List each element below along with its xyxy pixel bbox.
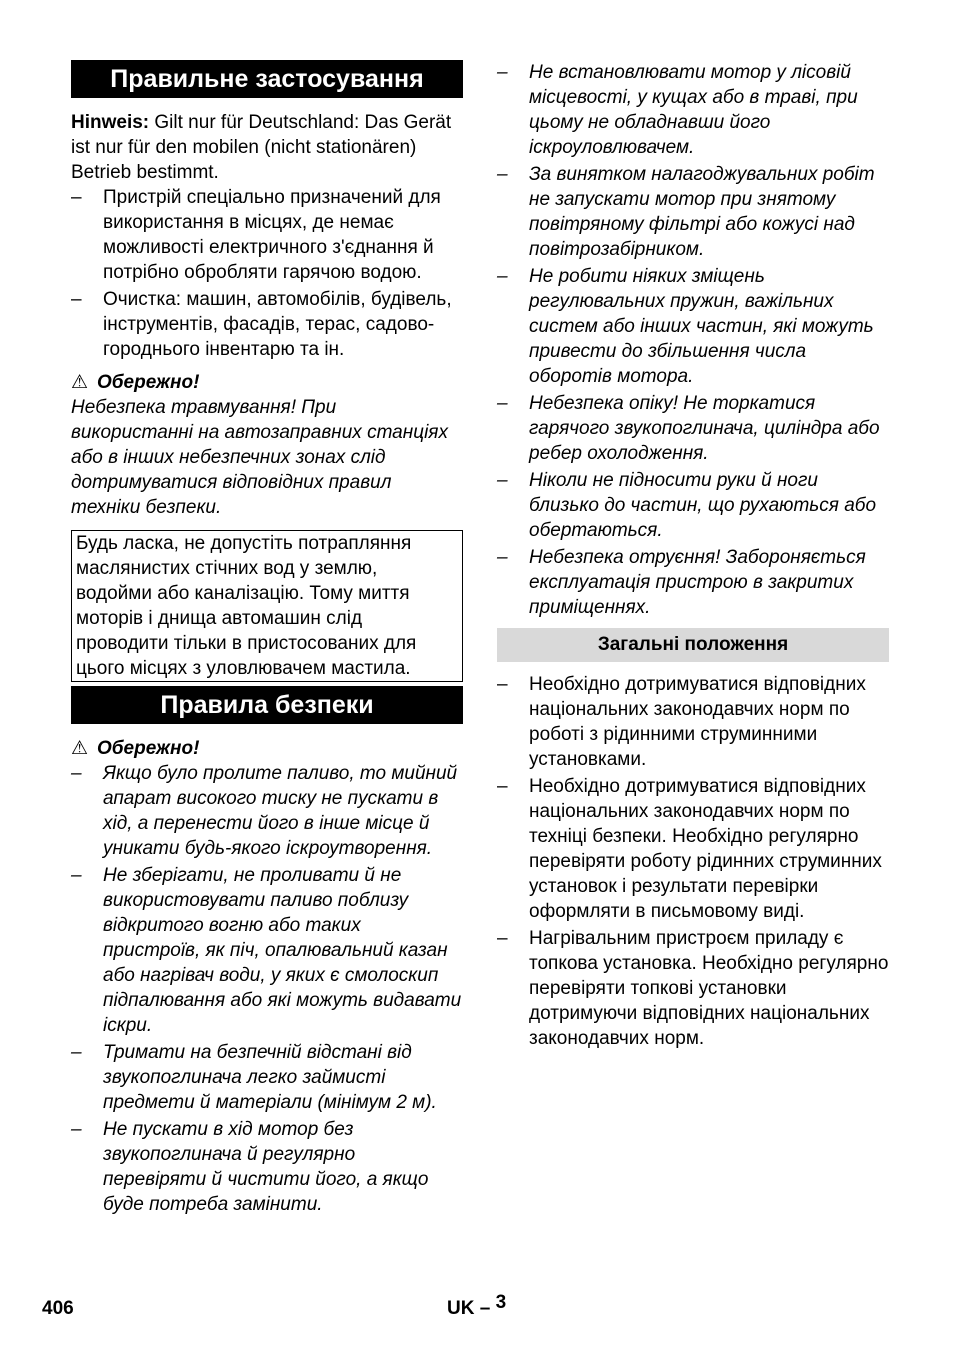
dash-bullet: –	[71, 187, 82, 208]
list-item: – Не робити ніяких зміщень регулювальних пружин, важільних систем або інших частин, які можуть привести до збільшення числа оборотів мотора.	[497, 266, 874, 387]
page-label	[447, 1292, 507, 1321]
label-separator: –	[479, 1298, 491, 1319]
sub-page-number: 3	[495, 1292, 507, 1313]
right-column	[497, 60, 889, 1053]
dash-bullet: –	[497, 674, 508, 695]
hinweis-label: Hinweis:	[71, 112, 150, 133]
dash-bullet: –	[71, 763, 82, 784]
dash-bullet: –	[497, 547, 508, 568]
language-code: UK	[447, 1298, 475, 1319]
list-item: – Небезпека отруєння! Забороняється експлуатація пристрою в закритих приміщеннях.	[497, 547, 866, 618]
dash-bullet: –	[497, 164, 508, 185]
list-item: – За винятком налагоджувальних робіт не запускати мотор при знятому повітряному фільтрі або кожусі над повітрозабірником.	[497, 164, 875, 260]
section-title-proper-use: Правильне застосування	[71, 60, 463, 98]
environment-notice-box: Будь ласка, не допустіть потрапляння маслянистих стічних вод у землю, водойми або каналізацію. Тому миття моторів і днища автомашин слід проводити тільки в пристосованих для цього місцях з уловлювачем мастила.	[71, 530, 463, 682]
list-item: – Необхідно дотримуватися відповідних національних законодавчих норм по техніці безпеки. Необхідно регулярно перевіряти роботу рідинних струминних установок і результати перевірки оформляти в письмовому виді.	[497, 776, 882, 922]
section-title-general-provisions: Загальні положення	[497, 628, 889, 662]
proper-use-list	[71, 185, 463, 362]
dash-bullet: –	[497, 393, 508, 414]
list-item: – Пристрій спеціально призначений для використання в місцях, де немає можливості електричного з'єднання й потрібно обробляти гарячою водою.	[71, 187, 441, 283]
list-item: – Якщо було пролите паливо, то мийний апарат високого тиску не пускати в хід, а перенести його в інше місце й уникати будь-якого іскроутворення.	[71, 763, 458, 859]
dash-bullet: –	[71, 1042, 82, 1063]
left-column	[71, 60, 463, 1219]
list-item: – Необхідно дотримуватися відповідних національних законодавчих норм по роботі з рідинними струминними установками.	[497, 674, 866, 770]
warning-triangle-icon: ⚠	[71, 372, 89, 393]
hinweis-note	[71, 110, 463, 185]
section-title-safety-rules: Правила безпеки	[71, 686, 463, 724]
dash-bullet: –	[497, 62, 508, 83]
caution-text: Небезпека травмування! При використанні на автозаправних станціях або в інших небезпечних зонах слід дотримуватися відповідних правил техніки безпеки.	[71, 397, 448, 518]
list-item: – Очистка: машин, автомобілів, будівель, інструментів, фасадів, терас, садово-городнього інвентарю та ін.	[71, 289, 452, 360]
dash-bullet: –	[71, 865, 82, 886]
dash-bullet: –	[497, 928, 508, 949]
dash-bullet: –	[497, 776, 508, 797]
page-number: 406	[42, 1298, 74, 1319]
dash-bullet: –	[497, 470, 508, 491]
hinweis-text: Gilt nur für Deutschland: Das Gerät ist nur für den mobilen (nicht stationären) Betrieb bestimmt.	[71, 112, 452, 183]
list-item: – Не встановлювати мотор у лісовій місцевості, у кущах або в траві, при цьому не обладнавши його іскроуловлювачем.	[497, 62, 858, 158]
dash-bullet: –	[497, 266, 508, 287]
caution-heading: ⚠ Обережно!	[71, 738, 200, 759]
general-provisions-list	[497, 672, 889, 1051]
list-item: – Нагрівальним пристроєм приладу є топкова установка. Необхідно регулярно перевіряти топкові установки дотримуючи відповідних національних законодавчих норм.	[497, 928, 889, 1049]
list-item: – Тримати на безпечній відстані від звукопоглинача легко займисті предмети й матеріали (мінімум 2 м).	[71, 1042, 437, 1113]
list-item: – Ніколи не підносити руки й ноги близько до частин, що рухаються або обертаються.	[497, 470, 877, 541]
dash-bullet: –	[71, 1119, 82, 1140]
list-item: – Небезпека опіку! Не торкатися гарячого звукопоглинача, циліндра або ребер охолодження.	[497, 393, 880, 464]
safety-list-left	[71, 761, 463, 1217]
safety-list-right	[497, 60, 889, 620]
list-item: – Не зберігати, не проливати й не використовувати паливо поблизу відкритого вогню або таких пристроїв, як піч, опалювальний казан або нагрівач води, у яких є смолоскип підпалювання або які можуть видавати іскри.	[71, 865, 462, 1036]
caution-heading: ⚠ Обережно!	[71, 372, 200, 393]
list-item: – Не пускати в хід мотор без звукопоглинача й регулярно перевіряти й чистити його, а якщо буде потреба замінити.	[71, 1119, 429, 1215]
warning-triangle-icon: ⚠	[71, 738, 89, 759]
dash-bullet: –	[71, 289, 82, 310]
